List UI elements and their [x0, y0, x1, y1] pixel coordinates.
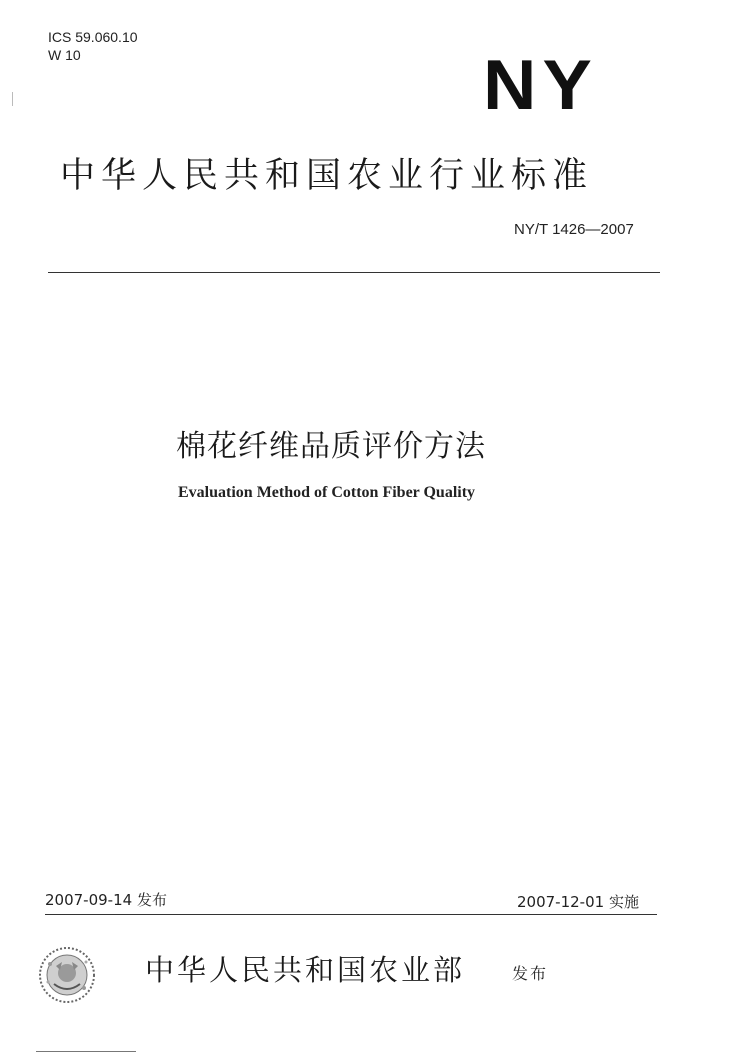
ministry-seal-icon [36, 944, 98, 1010]
implementation-date: 2007-12-01 实施 [517, 893, 639, 911]
publisher-name: 中华人民共和国农业部 [145, 953, 466, 987]
ics-code: ICS 59.060.10 [48, 29, 138, 45]
footer-divider [45, 914, 657, 915]
seal-graphic [36, 944, 98, 1006]
publish-label: 发布 [512, 964, 549, 983]
scan-mark [12, 92, 13, 106]
title-chinese: 棉花纤维品质评价方法 [176, 429, 486, 464]
document-codes [48, 28, 138, 64]
bottom-scan-line [36, 1051, 136, 1052]
classification-code: W 10 [48, 47, 81, 63]
header-divider [48, 272, 660, 273]
standard-number: NY/T 1426—2007 [514, 221, 634, 238]
title-english: Evaluation Method of Cotton Fiber Quality [178, 484, 476, 501]
standard-type-heading: 中华人民共和国农业行业标准 [60, 156, 594, 196]
ny-logo: NY [483, 45, 598, 124]
issue-date: 2007-09-14 发布 [45, 891, 167, 909]
